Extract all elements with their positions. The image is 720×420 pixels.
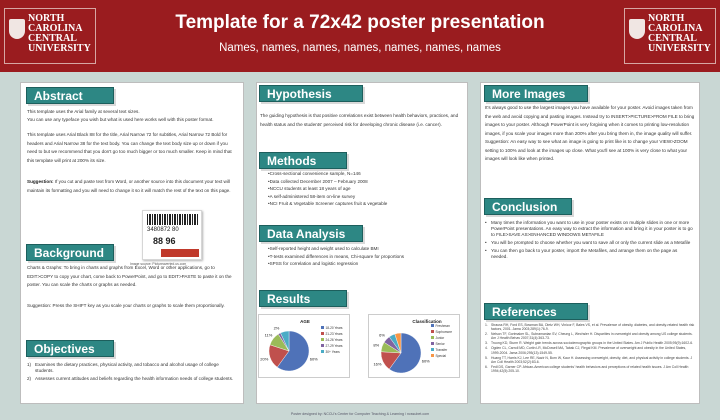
list-item: • T-tests examined differences in means, Chi-square for proportions xyxy=(268,253,463,261)
conclusion-list xyxy=(485,220,695,262)
data-label: 60% xyxy=(309,356,318,362)
data-label: 60% xyxy=(421,358,430,364)
poster-footer: Poster designed by: NCCU's Center for Computer Teaching & Learning / ncssubet.com xyxy=(290,412,430,416)
list-item: • NCCU students at least 18 years of age xyxy=(268,185,463,193)
list-item: • Cross-sectional convenience sample, N=146 xyxy=(268,170,463,178)
list-item: 3. Truong KD, Sturm R. Weight gain trends across sociodemographic groups in the United States. Am J Public Health 2005;95(9):1602-6. xyxy=(485,341,694,346)
price-tag xyxy=(161,249,199,257)
legend-entry: Sophomore xyxy=(435,330,452,334)
logo-text: NORTH CAROLINA CENTRAL UNIVERSITY xyxy=(648,13,711,54)
poster-header xyxy=(0,0,720,72)
abstract-text-1: This template uses the Arial family at several text sizes. xyxy=(27,109,140,114)
legend-swatch xyxy=(431,324,434,327)
barcode-image xyxy=(142,210,202,260)
methods-list xyxy=(268,170,463,208)
list-item: 6. Fedl DS, Garner CP. African-American college students' health behaviors and perceptions of related health issues. J Am Coll Health 1994;42(5):205-10. xyxy=(485,364,689,373)
list-item: • Self-reported height and weight used to calculate BMI xyxy=(268,245,463,253)
classification-chart-svg xyxy=(369,315,461,379)
data-label: 2% xyxy=(273,325,280,331)
reference-text: Strauss RH, Ford ES, Bowman BA, Dietz WH, Vinicor F, Bales VS, et al. Prevalence of obesity, diabetes, and obesity-related health risk factors, 2001. Jama 2003;289(1):76-9. xyxy=(491,323,695,332)
suggestion-label: Suggestion: xyxy=(27,179,54,184)
barcode-bars xyxy=(147,214,199,225)
references-list xyxy=(485,323,695,374)
objective-text: Assesses current attitudes and beliefs regarding the health information needs of college students. xyxy=(35,375,234,381)
list-item: 4. Ogden CL, Carroll MD, Curtin LR, McDowell MA, Tabak CJ, Flegal KM. Prevalence of overweight and obesity in the United States, 1999-2004. Jama 2006;295(13):1549-55. xyxy=(485,346,687,355)
list-item: 5. Huang TT, Harris KJ, Lee RE, Nazir N, Born W, Kaur H. Assessing overweight, obesity, diet, and physical activity in college students. J Am Coll Health 2003;52(2):83-6. xyxy=(485,355,693,364)
list-item: • You will be prompted to choose whether you want to save all or only the current slide as a Metafile xyxy=(485,240,695,246)
classification-pie-chart xyxy=(368,314,460,378)
image-caption: Image source: Pictureaverted.us.com xyxy=(130,262,187,266)
legend-swatch xyxy=(431,330,434,333)
list-item: 1) Examines the dietary practices, physical activity, and tobacco and alcohol usage of college students. xyxy=(27,362,219,373)
analysis-list xyxy=(268,245,463,268)
logo-text: NORTH CAROLINA CENTRAL UNIVERSITY xyxy=(28,13,91,54)
reference-text: Nelson TF, Gortmaker SL, Subramanian SV, Cheung L, Wechsler H. Disparities in overweight and obesity among US college students. Am J Health Behav 2007;31(4):363-73. xyxy=(491,332,693,341)
list-item: • NCI Fruit & Vegetable Screener captures fruit & vegetable xyxy=(268,200,463,208)
legend-entry: 30+ Years xyxy=(325,350,340,354)
list-item: 1. Strauss RH, Ford ES, Bowman BA, Dietz WH, Vinicor F, Bales VS, et al. Prevalence of obesity, diabetes, and obesity-related health risk factors, 2001. Jama 2003;289(1):76-9. xyxy=(485,323,695,332)
legend-entry: 27-29 Years xyxy=(325,344,343,348)
legend-swatch xyxy=(321,350,324,353)
legend-swatch xyxy=(431,354,434,357)
crest-icon xyxy=(629,19,645,39)
results-heading: Results xyxy=(259,290,347,307)
list-item: • Many times the information you want to use in your poster exists on multiple slides in one or more PowerPoint presentations. An easy way to extract the information and bring it in your poster is to go to FILE>SAVE AS>ENHANCED WINDOWS METAFILE xyxy=(485,220,695,237)
reference-text: Fedl DS, Garner CP. African-American college students' health behaviors and perceptions of related health issues. J Am Coll Health 1994;42(5):205-10. xyxy=(491,364,689,373)
legend-swatch xyxy=(321,326,324,329)
abstract-suggestion xyxy=(27,178,239,195)
data-analysis-heading: Data Analysis xyxy=(259,225,363,242)
list-item: • Data collected December 2007 – February 2008 xyxy=(268,178,463,186)
legend-entry: 21-23 Years xyxy=(325,332,343,336)
data-label: 6% xyxy=(379,332,385,338)
abstract-text-2: You can use any typeface you wish but what is used here works well with this poster format. xyxy=(27,117,214,122)
poster-title: Template for a 72x42 poster presentation xyxy=(175,12,545,33)
age-chart-svg xyxy=(259,315,351,379)
abstract-heading: Abstract xyxy=(26,87,114,104)
reference-text: Ogden CL, Carroll MD, Curtin LR, McDowell MA, Tabak CJ, Flegal KM. Prevalence of overweight and obesity in the United States, 1999-2004. Jama 2006;295(13):1549-55. xyxy=(491,346,687,355)
background-text-2: Suggestion: Press the SHIFT key as you scale your charts or graphs to scale them proportionally. xyxy=(27,303,225,308)
university-logo-left xyxy=(4,8,96,64)
chart-title: AGE xyxy=(300,319,310,324)
list-item: 2. Nelson TF, Gortmaker SL, Subramanian SV, Cheung L, Wechsler H. Disparities in overweight and obesity among US college students. Am J Health Behav 2007;31(4):363-73. xyxy=(485,332,693,341)
list-item: • You can then go back to your poster, import the Metafiles, and arrange them on the page as needed. xyxy=(485,248,695,260)
legend-entry: 24-26 Years xyxy=(325,338,343,342)
legend-swatch xyxy=(321,344,324,347)
list-item: • A self-administered 58-item on-line survey xyxy=(268,193,463,201)
barcode-price: 88 96 xyxy=(153,236,176,246)
crest-icon xyxy=(9,19,25,39)
legend-entry: Transfer xyxy=(435,348,448,352)
methods-heading: Methods xyxy=(259,152,347,169)
data-label: 20% xyxy=(260,356,269,362)
background-heading: Background xyxy=(26,244,114,261)
age-pie-chart xyxy=(258,314,350,378)
university-logo-right xyxy=(624,8,716,64)
objective-text: Examines the dietary practices, physical activity, and tobacco and alcohol usage of college students. xyxy=(35,362,219,373)
legend-entry: 18-20 Years xyxy=(325,326,343,330)
conclusion-heading: Conclusion xyxy=(484,198,572,215)
hypothesis-heading: Hypothesis xyxy=(259,85,363,102)
objectives-list xyxy=(27,362,237,384)
more-images-text: It's always good to use the largest images you have available for your poster. Avoid images taken from the web and avoid copying and pasting images. Instead try to INSERT>PICTURE>FROM FILE to bring images to your poster. Although PowerPoint is very forgiving when it comes to printing low-resolution images, if you scale your images more than 200% after you bring them in, the image quality will suffer. Suggestion: An easy way to see what an image is going to print like is to change your VIEW>ZOOM setting to 100% and look at the images up close. What you'll see at 100% is very close to what your images will look like when printed. xyxy=(485,105,695,161)
list-item: 2) Assesses current attitudes and beliefs regarding the health information needs of college students. xyxy=(27,375,234,381)
legend-swatch xyxy=(431,348,434,351)
references-heading: References xyxy=(484,303,588,320)
data-label: 8% xyxy=(373,342,380,348)
chart-title: Classification xyxy=(412,319,442,324)
abstract-text-3: This template uses Arial Black 88 for the title, Arial Narrow 72 for subtitles, Arial Narrow 72 Bold for headers and Arial Narrow 38 for the text body. You can change the text body size up or down if you need to but we recommend that you don't go too much bigger or too much smaller. Keep in mind that this template will print at 200% its size. xyxy=(27,132,232,163)
reference-text: Truong KD, Sturm R. Weight gain trends across sociodemographic groups in the United States. Am J Public Health 2005;95(9):1602-6. xyxy=(491,341,694,346)
list-item: • SPSS for correlation and logistic regression xyxy=(268,260,463,268)
legend-swatch xyxy=(321,332,324,335)
hypothesis-text: The guiding hypothesis is that positive correlations exist between health behaviors, practices, and health status and the students' perceived risk for developing chronic disease (i.e. cancer). xyxy=(260,113,459,127)
barcode-number: 3480872 80 xyxy=(147,227,179,233)
legend-entry: Senior xyxy=(435,342,445,346)
legend-swatch xyxy=(431,342,434,345)
background-text-1: Charts & Graphs: To bring in charts and graphs from Excel, Word or other applications, go to EDIT>COPY to copy your chart, come back to PowerPoint, and go to EDIT>PASTE to paste it on the poster. You can scale the charts or graphs as needed. xyxy=(27,265,232,287)
legend-entry: Freshman xyxy=(435,324,450,328)
data-label: 11% xyxy=(264,332,273,338)
data-label: 16% xyxy=(373,361,382,367)
objectives-heading: Objectives xyxy=(26,340,114,357)
legend-entry: Special xyxy=(435,354,446,358)
legend-swatch xyxy=(321,338,324,341)
legend-swatch xyxy=(431,336,434,339)
suggestion-text: If you cut and paste text from Word, or another source into this document your text will maintain its formatting and you will need to change it so it will match the rest of the text on this page. xyxy=(27,179,231,193)
poster-subtitle: Names, names, names, names, names, names, names xyxy=(219,42,501,54)
more-images-heading: More Images xyxy=(484,85,588,102)
legend-entry: Junior xyxy=(435,336,445,340)
reference-text: Huang TT, Harris KJ, Lee RE, Nazir N, Born W, Kaur H. Assessing overweight, obesity, diet, and physical activity in college students. J Am Coll Health 2003;52(2):83-6. xyxy=(491,355,693,364)
